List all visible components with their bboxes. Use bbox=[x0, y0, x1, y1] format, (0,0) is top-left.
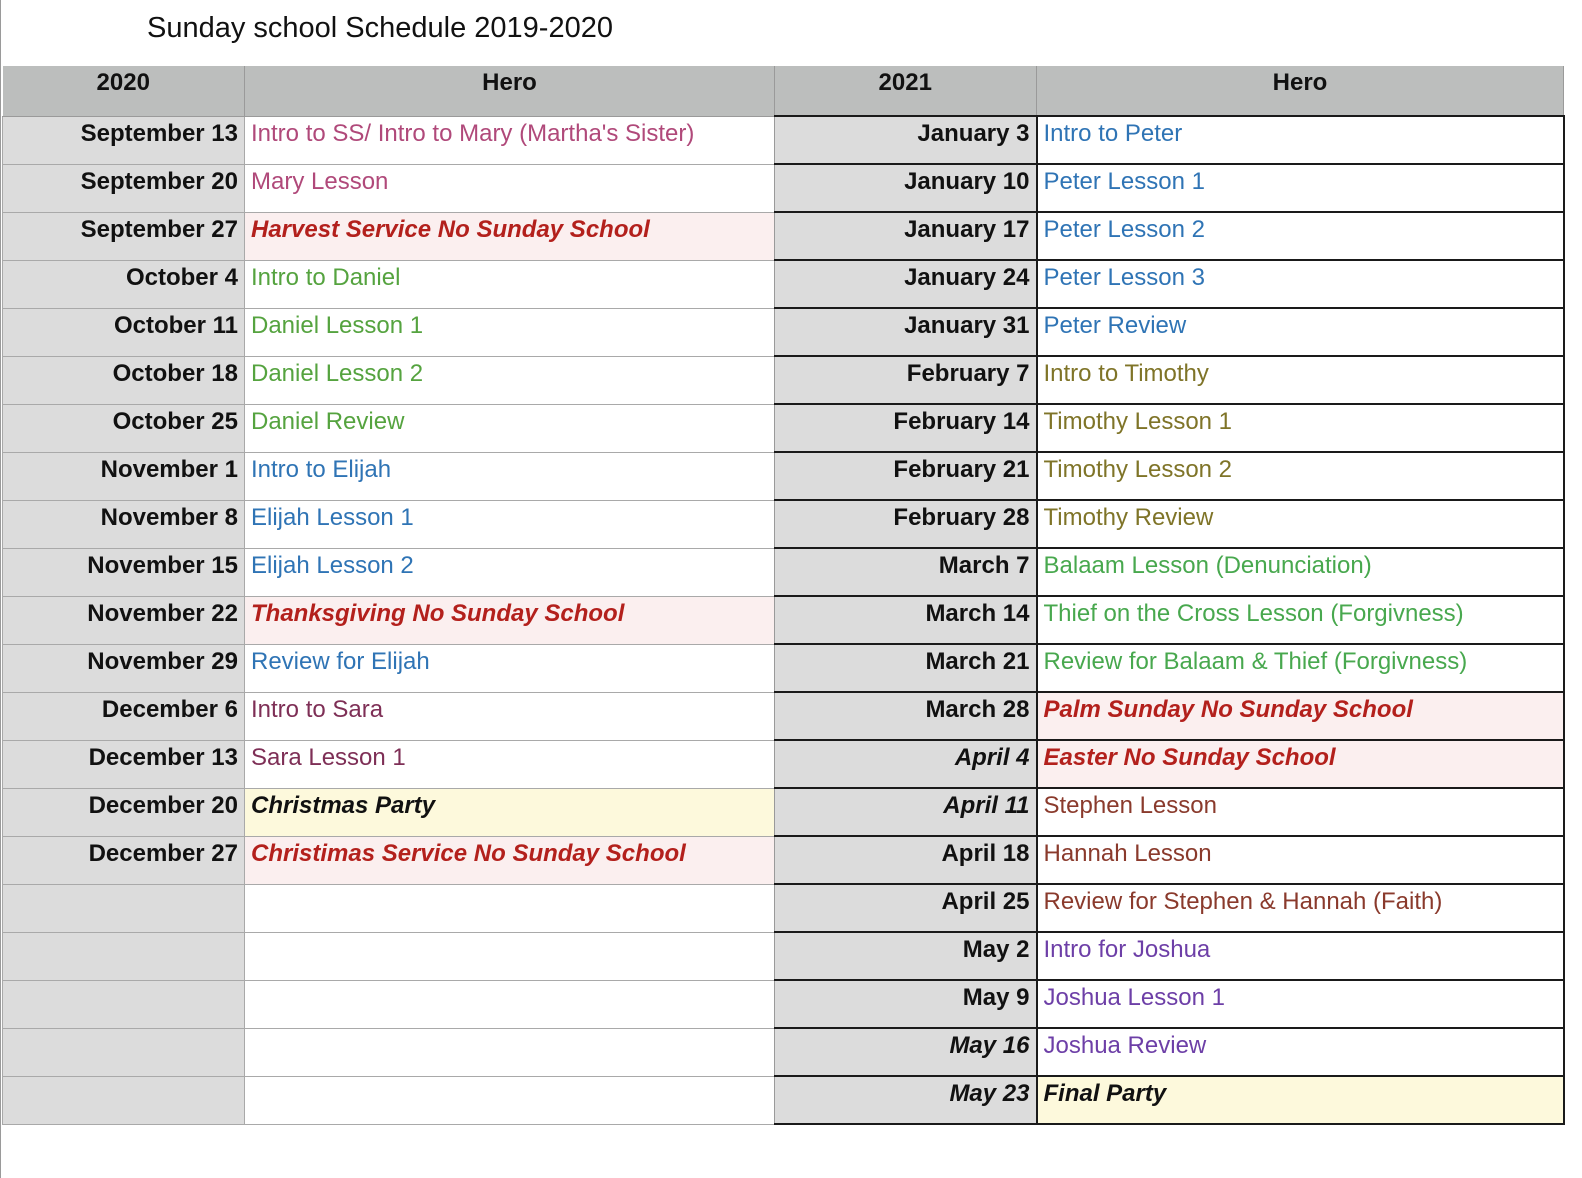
table-row bbox=[775, 836, 1564, 884]
table-row bbox=[775, 452, 1564, 500]
table-row bbox=[775, 308, 1564, 356]
date-cell: February 21 bbox=[775, 452, 1037, 500]
hero-cell-no-school: Palm Sunday No Sunday School bbox=[1037, 692, 1564, 740]
date-cell: November 8 bbox=[3, 500, 245, 548]
date-cell: March 21 bbox=[775, 644, 1037, 692]
date-cell: May 9 bbox=[775, 980, 1037, 1028]
year-header: 2020 bbox=[3, 66, 245, 116]
date-cell: May 16 bbox=[775, 1028, 1037, 1076]
date-cell: November 15 bbox=[3, 548, 245, 596]
date-cell: December 27 bbox=[3, 836, 245, 884]
table-row bbox=[3, 356, 775, 404]
hero-cell bbox=[245, 932, 775, 980]
table-row bbox=[775, 740, 1564, 788]
hero-cell: Daniel Lesson 2 bbox=[245, 356, 775, 404]
date-cell: May 2 bbox=[775, 932, 1037, 980]
hero-cell: Review for Elijah bbox=[245, 644, 775, 692]
hero-cell: Balaam Lesson (Denunciation) bbox=[1037, 548, 1564, 596]
table-row bbox=[3, 164, 775, 212]
hero-cell-party: Christmas Party bbox=[245, 788, 775, 836]
hero-cell: Thief on the Cross Lesson (Forgivness) bbox=[1037, 596, 1564, 644]
table-row bbox=[775, 164, 1564, 212]
date-cell: March 14 bbox=[775, 596, 1037, 644]
date-cell: October 11 bbox=[3, 308, 245, 356]
hero-cell: Intro to Timothy bbox=[1037, 356, 1564, 404]
hero-cell: Timothy Lesson 1 bbox=[1037, 404, 1564, 452]
table-row bbox=[775, 548, 1564, 596]
table-row bbox=[3, 212, 775, 260]
hero-cell-no-school: Harvest Service No Sunday School bbox=[245, 212, 775, 260]
date-cell: December 6 bbox=[3, 692, 245, 740]
hero-cell: Hannah Lesson bbox=[1037, 836, 1564, 884]
table-row bbox=[3, 644, 775, 692]
date-cell: April 4 bbox=[775, 740, 1037, 788]
hero-cell: Peter Lesson 1 bbox=[1037, 164, 1564, 212]
date-cell: November 22 bbox=[3, 596, 245, 644]
date-cell: January 3 bbox=[775, 116, 1037, 164]
table-row bbox=[775, 596, 1564, 644]
table-row bbox=[3, 548, 775, 596]
table-row bbox=[775, 500, 1564, 548]
date-cell bbox=[3, 980, 245, 1028]
table-row bbox=[775, 980, 1564, 1028]
date-cell: September 27 bbox=[3, 212, 245, 260]
table-row bbox=[3, 404, 775, 452]
year-header: 2021 bbox=[775, 66, 1037, 116]
table-row bbox=[775, 116, 1564, 164]
table-row bbox=[3, 260, 775, 308]
table-row bbox=[3, 692, 775, 740]
hero-cell-no-school: Christimas Service No Sunday School bbox=[245, 836, 775, 884]
hero-cell bbox=[245, 1028, 775, 1076]
hero-cell: Peter Lesson 2 bbox=[1037, 212, 1564, 260]
table-row bbox=[3, 836, 775, 884]
table-row bbox=[3, 1076, 775, 1124]
hero-cell: Daniel Lesson 1 bbox=[245, 308, 775, 356]
hero-cell: Stephen Lesson bbox=[1037, 788, 1564, 836]
hero-cell-no-school: Thanksgiving No Sunday School bbox=[245, 596, 775, 644]
date-cell: September 13 bbox=[3, 116, 245, 164]
table-row bbox=[3, 788, 775, 836]
hero-cell: Timothy Review bbox=[1037, 500, 1564, 548]
table-row bbox=[3, 980, 775, 1028]
date-cell bbox=[3, 1076, 245, 1124]
date-cell: November 29 bbox=[3, 644, 245, 692]
hero-cell: Intro for Joshua bbox=[1037, 932, 1564, 980]
date-cell: April 25 bbox=[775, 884, 1037, 932]
table-row bbox=[775, 212, 1564, 260]
date-cell: October 18 bbox=[3, 356, 245, 404]
table-row bbox=[3, 500, 775, 548]
date-cell: February 7 bbox=[775, 356, 1037, 404]
table-row bbox=[3, 452, 775, 500]
date-cell bbox=[3, 932, 245, 980]
hero-cell: Timothy Lesson 2 bbox=[1037, 452, 1564, 500]
table-row bbox=[775, 884, 1564, 932]
table-row bbox=[3, 308, 775, 356]
hero-cell bbox=[245, 1076, 775, 1124]
table-row bbox=[775, 260, 1564, 308]
header-row bbox=[775, 66, 1564, 116]
hero-header: Hero bbox=[245, 66, 775, 116]
hero-cell: Review for Balaam & Thief (Forgivness) bbox=[1037, 644, 1564, 692]
hero-cell: Daniel Review bbox=[245, 404, 775, 452]
date-cell: October 4 bbox=[3, 260, 245, 308]
hero-cell: Intro to Peter bbox=[1037, 116, 1564, 164]
hero-cell bbox=[245, 980, 775, 1028]
date-cell: February 28 bbox=[775, 500, 1037, 548]
date-cell: May 23 bbox=[775, 1076, 1037, 1124]
date-cell: January 10 bbox=[775, 164, 1037, 212]
hero-cell: Intro to SS/ Intro to Mary (Martha's Sister) bbox=[245, 116, 775, 164]
date-cell: October 25 bbox=[3, 404, 245, 452]
hero-cell-no-school: Easter No Sunday School bbox=[1037, 740, 1564, 788]
schedule-table-2020 bbox=[2, 66, 775, 1125]
table-row bbox=[3, 1028, 775, 1076]
table-row bbox=[775, 356, 1564, 404]
date-cell: April 11 bbox=[775, 788, 1037, 836]
table-row bbox=[3, 884, 775, 932]
page-title: Sunday school Schedule 2019-2020 bbox=[147, 12, 613, 44]
hero-cell: Sara Lesson 1 bbox=[245, 740, 775, 788]
hero-header: Hero bbox=[1037, 66, 1564, 116]
hero-cell: Peter Review bbox=[1037, 308, 1564, 356]
table-row bbox=[775, 1028, 1564, 1076]
hero-cell: Elijah Lesson 1 bbox=[245, 500, 775, 548]
date-cell: January 17 bbox=[775, 212, 1037, 260]
date-cell: November 1 bbox=[3, 452, 245, 500]
hero-cell: Peter Lesson 3 bbox=[1037, 260, 1564, 308]
date-cell: March 28 bbox=[775, 692, 1037, 740]
hero-cell: Mary Lesson bbox=[245, 164, 775, 212]
table-row bbox=[775, 788, 1564, 836]
date-cell: February 14 bbox=[775, 404, 1037, 452]
hero-cell: Intro to Daniel bbox=[245, 260, 775, 308]
table-row bbox=[3, 596, 775, 644]
date-cell bbox=[3, 884, 245, 932]
table-row bbox=[775, 932, 1564, 980]
hero-cell-party: Final Party bbox=[1037, 1076, 1564, 1124]
table-row bbox=[3, 740, 775, 788]
schedule-table-2021 bbox=[774, 66, 1565, 1125]
hero-cell bbox=[245, 884, 775, 932]
table-row bbox=[775, 644, 1564, 692]
date-cell: March 7 bbox=[775, 548, 1037, 596]
table-row bbox=[775, 404, 1564, 452]
table-row bbox=[775, 1076, 1564, 1124]
header-row bbox=[3, 66, 775, 116]
date-cell: September 20 bbox=[3, 164, 245, 212]
table-row bbox=[3, 932, 775, 980]
date-cell: January 24 bbox=[775, 260, 1037, 308]
table-row bbox=[775, 692, 1564, 740]
hero-cell: Intro to Sara bbox=[245, 692, 775, 740]
date-cell bbox=[3, 1028, 245, 1076]
hero-cell: Elijah Lesson 2 bbox=[245, 548, 775, 596]
date-cell: January 31 bbox=[775, 308, 1037, 356]
date-cell: December 20 bbox=[3, 788, 245, 836]
hero-cell: Joshua Review bbox=[1037, 1028, 1564, 1076]
hero-cell: Review for Stephen & Hannah (Faith) bbox=[1037, 884, 1564, 932]
table-row bbox=[3, 116, 775, 164]
hero-cell: Intro to Elijah bbox=[245, 452, 775, 500]
date-cell: April 18 bbox=[775, 836, 1037, 884]
hero-cell: Joshua Lesson 1 bbox=[1037, 980, 1564, 1028]
date-cell: December 13 bbox=[3, 740, 245, 788]
